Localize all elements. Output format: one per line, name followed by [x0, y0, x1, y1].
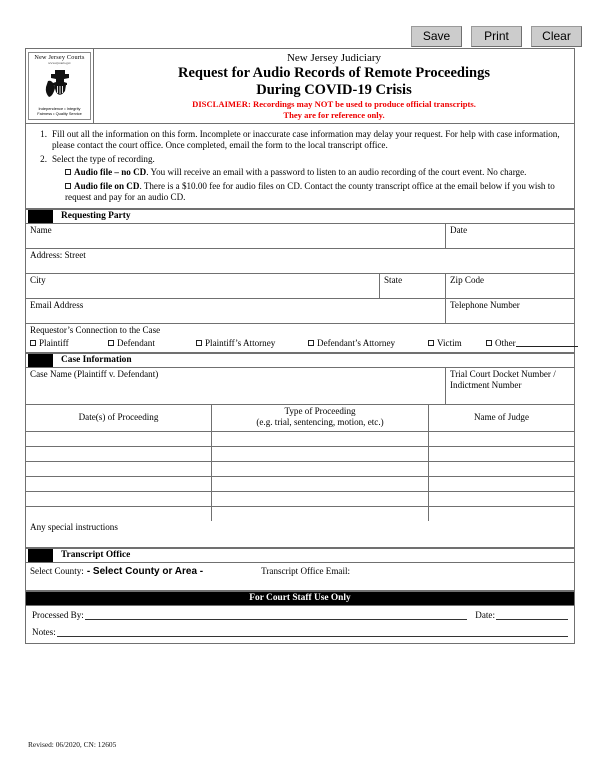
label-name: Name	[30, 225, 52, 236]
checkbox-victim[interactable]	[428, 340, 434, 346]
label-requestor-connection: Requestor’s Connection to the Case	[30, 325, 161, 336]
input-notes[interactable]	[57, 626, 568, 637]
checkbox-audio-file-no-cd[interactable]	[65, 169, 71, 175]
connection-option-victim[interactable]	[428, 338, 486, 350]
checkbox-defendants-attorney[interactable]	[308, 340, 314, 346]
instruction-2-text: Select the type of recording.	[52, 153, 155, 164]
disclaimer-line1: DISCLAIMER: Recordings may NOT be used to produce official transcripts.	[192, 99, 476, 109]
instruction-2-body	[52, 154, 568, 204]
label-telephone-number: Telephone Number	[450, 300, 520, 311]
label-select-county: Select County:	[30, 565, 84, 576]
label-case-name: Case Name (Plaintiff v. Defendant)	[30, 368, 159, 379]
instructions-block	[26, 124, 574, 209]
label-special-instructions: Any special instructions	[30, 521, 118, 532]
row-email-telephone	[26, 299, 574, 324]
field-docket-number[interactable]	[446, 368, 574, 404]
section-marker-square	[28, 354, 53, 367]
row-city-state-zip	[26, 274, 574, 299]
column-header-dates	[26, 405, 212, 431]
save-button[interactable]: Save	[411, 26, 462, 47]
form-title-line2: During COVID-19 Crisis	[256, 82, 412, 98]
toolbar	[411, 26, 582, 47]
option-on-cd-text: . There is a $10.00 fee for audio files on CD. Contact the county transcript office at the email below if you wish to request and pay for an audio CD.	[65, 180, 555, 203]
logo-tagline	[37, 107, 82, 117]
proceedings-table-body	[26, 432, 574, 521]
input-processed-by[interactable]	[85, 609, 468, 620]
label-email-address: Email Address	[30, 300, 84, 311]
input-processed-date[interactable]	[496, 609, 568, 620]
section-header-transcript-office	[26, 548, 574, 563]
row-address	[26, 249, 574, 274]
label-processed-by: Processed By:	[32, 609, 84, 620]
instruction-2-number: 2.	[40, 153, 47, 164]
column-header-judge	[429, 405, 574, 431]
label-plaintiff: Plaintiff	[39, 338, 69, 349]
form-title-line1: Request for Audio Records of Remote Proceedings	[178, 65, 490, 81]
row-processed-by	[32, 609, 568, 620]
cell-judge[interactable]	[429, 492, 574, 506]
cell-judge[interactable]	[429, 447, 574, 461]
requestor-connection-block	[26, 324, 582, 351]
logo-tagline-line1: Independence • Integrity	[38, 106, 81, 112]
section-title-case-information: Case Information	[61, 354, 132, 365]
cell-judge[interactable]	[429, 462, 574, 476]
label-dates-of-proceeding: Date(s) of Proceeding	[78, 411, 159, 422]
checkbox-defendant[interactable]	[108, 340, 114, 346]
field-special-instructions[interactable]	[26, 521, 574, 547]
field-name[interactable]	[26, 224, 446, 248]
cell-type[interactable]	[212, 462, 429, 476]
clear-button[interactable]: Clear	[531, 26, 582, 47]
row-requestor-connection	[26, 324, 574, 352]
logo-title: New Jersey Courts	[34, 54, 85, 61]
cell-type[interactable]	[212, 507, 429, 521]
cell-date[interactable]	[26, 507, 212, 521]
label-defendants-attorney: Defendant’s Attorney	[317, 338, 396, 349]
field-email-address[interactable]	[26, 299, 446, 323]
form-sheet	[25, 48, 575, 644]
cell-date[interactable]	[26, 447, 212, 461]
cell-date[interactable]	[26, 432, 212, 446]
connection-option-defendants-attorney[interactable]	[308, 338, 428, 350]
label-zip-code: Zip Code	[450, 275, 485, 286]
cell-type[interactable]	[212, 432, 429, 446]
option-no-cd-label: Audio file – no CD	[74, 167, 147, 178]
cell-date[interactable]	[26, 462, 212, 476]
agency-name: New Jersey Judiciary	[286, 52, 382, 64]
field-state[interactable]	[380, 274, 446, 298]
label-victim: Victim	[437, 338, 462, 349]
label-docket-line2: Indictment Number	[450, 379, 522, 390]
section-title-transcript-office: Transcript Office	[61, 549, 131, 560]
cell-date[interactable]	[26, 477, 212, 491]
input-other-connection[interactable]	[516, 338, 578, 347]
row-transcript-office	[26, 563, 574, 591]
connection-option-plaintiffs-attorney[interactable]	[196, 338, 308, 350]
option-on-cd-label: Audio file on CD	[74, 180, 140, 191]
logo-tagline-line2: Fairness • Quality Service	[37, 111, 82, 117]
field-city[interactable]	[26, 274, 380, 298]
field-address-street[interactable]	[26, 249, 574, 273]
cell-date[interactable]	[26, 492, 212, 506]
footer-revision: Revised: 06/2020, CN: 12605	[28, 740, 117, 749]
cell-judge[interactable]	[429, 432, 574, 446]
label-transcript-office-email: Transcript Office Email:	[261, 565, 351, 576]
table-row[interactable]	[26, 432, 574, 447]
cell-type[interactable]	[212, 492, 429, 506]
field-zip-code[interactable]	[446, 274, 574, 298]
title-block	[94, 49, 574, 123]
checkbox-plaintiffs-attorney[interactable]	[196, 340, 202, 346]
section-header-case-information	[26, 353, 574, 368]
logo-url: www.njcourts.gov	[48, 60, 71, 65]
logo-cell	[26, 49, 94, 123]
column-header-type	[212, 405, 429, 431]
row-case-name-docket	[26, 368, 574, 405]
label-address-street: Address: Street	[30, 250, 86, 261]
section-header-requesting-party	[26, 209, 574, 224]
field-date[interactable]	[446, 224, 574, 248]
select-county-dropdown[interactable]: - Select County or Area -	[86, 565, 204, 577]
label-type-of-proceeding-example: (e.g. trial, sentencing, motion, etc.)	[256, 416, 384, 427]
checkbox-other[interactable]	[486, 340, 492, 346]
row-special-instructions	[26, 521, 574, 548]
label-city: City	[30, 275, 46, 286]
connection-option-other[interactable]	[486, 338, 578, 350]
logo-text-group	[34, 55, 84, 65]
print-button[interactable]: Print	[471, 26, 522, 47]
section-title-requesting-party: Requesting Party	[61, 211, 131, 222]
connection-options	[30, 338, 578, 350]
label-other: Other	[495, 338, 516, 349]
section-marker-square	[28, 210, 53, 223]
label-plaintiffs-attorney: Plaintiff’s Attorney	[205, 338, 276, 349]
table-row[interactable]	[26, 447, 574, 462]
instruction-item-2	[32, 154, 568, 204]
table-row[interactable]	[26, 477, 574, 492]
disclaimer-line2: They are for reference only.	[283, 109, 385, 120]
label-type-of-proceeding: Type of Proceeding	[284, 405, 356, 416]
transcript-office-fields	[26, 563, 574, 590]
proceedings-table-header	[26, 405, 574, 432]
connection-option-plaintiff[interactable]	[30, 338, 108, 350]
checkbox-audio-file-on-cd[interactable]	[65, 183, 71, 189]
recording-option-no-cd[interactable]	[52, 167, 568, 178]
label-state: State	[384, 275, 403, 286]
row-notes	[32, 626, 568, 637]
court-staff-fields	[26, 606, 574, 643]
table-row[interactable]	[26, 462, 574, 477]
instruction-item-1	[32, 129, 568, 152]
banner-court-staff-use-only: For Court Staff Use Only	[26, 591, 574, 606]
row-name-date	[26, 224, 574, 249]
label-name-of-judge: Name of Judge	[473, 411, 530, 422]
field-telephone-number[interactable]	[446, 299, 574, 323]
label-docket-line1: Trial Court Docket Number /	[450, 368, 556, 379]
checkbox-plaintiff[interactable]	[30, 340, 36, 346]
nj-state-seal-icon	[43, 69, 77, 104]
cell-judge[interactable]	[429, 507, 574, 521]
section-marker-square	[28, 549, 53, 562]
field-case-name[interactable]	[26, 368, 446, 404]
table-row[interactable]	[26, 507, 574, 521]
label-date: Date	[450, 225, 468, 236]
table-row[interactable]	[26, 492, 574, 507]
recording-option-on-cd[interactable]	[52, 181, 568, 204]
option-no-cd-text: . You will receive an email with a password to listen to an audio recording of the court event. No charge.	[146, 167, 527, 178]
connection-option-defendant[interactable]	[108, 338, 196, 350]
cell-judge[interactable]	[429, 477, 574, 491]
instruction-1-number: 1.	[40, 129, 47, 139]
cell-type[interactable]	[212, 477, 429, 491]
instruction-1-text: Fill out all the information on this form. Incomplete or inaccurate case information may delay your request. For help with case information, please contact the court office. Once completed, email the form to the local transcript office.	[52, 129, 560, 151]
cell-type[interactable]	[212, 447, 429, 461]
label-defendant: Defendant	[117, 338, 155, 349]
nj-courts-logo	[28, 52, 91, 120]
label-processed-date: Date:	[475, 609, 495, 620]
label-notes: Notes:	[32, 626, 56, 637]
form-header	[26, 49, 574, 124]
